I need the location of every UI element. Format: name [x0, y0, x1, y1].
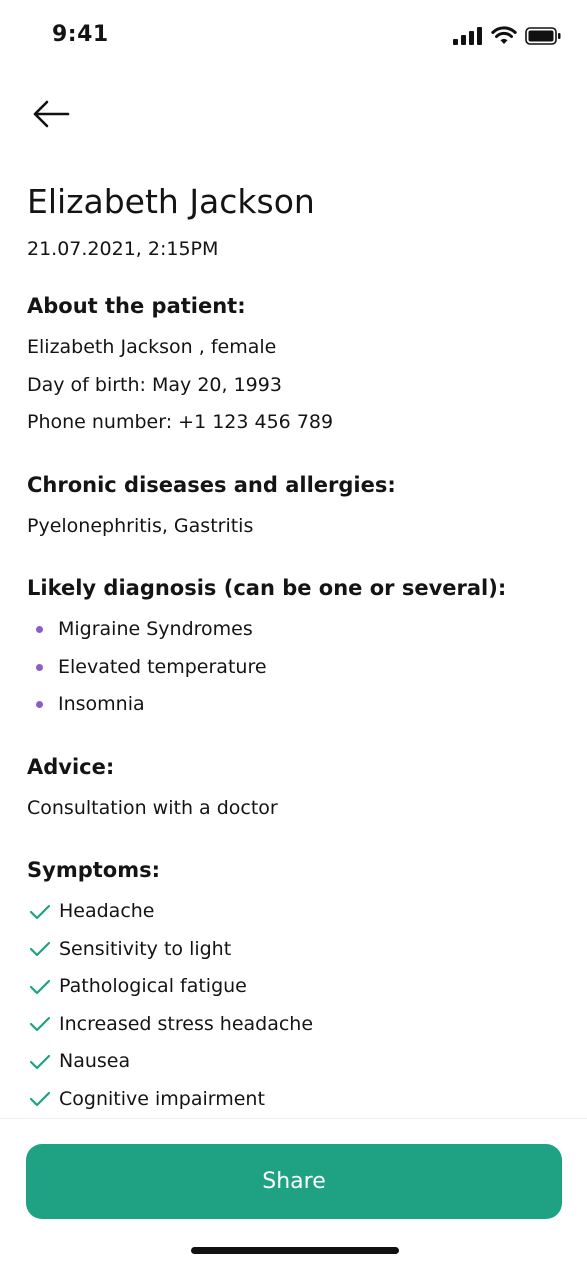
back-button[interactable]	[28, 94, 74, 134]
symptom-item	[27, 1006, 567, 1044]
symptom-label: Cognitive impairment	[59, 1087, 265, 1110]
symptom-label: Headache	[59, 900, 155, 922]
advice-title: Advice:	[27, 754, 115, 779]
patient-name: Elizabeth Jackson	[27, 182, 315, 221]
status-time: 9:41	[52, 22, 109, 47]
bullet-icon	[36, 701, 43, 708]
symptom-item	[27, 931, 567, 969]
status-icons	[453, 26, 561, 45]
diagnosis-item	[27, 611, 567, 649]
symptoms-title: Symptoms:	[27, 858, 160, 882]
check-icon	[29, 1016, 51, 1032]
status-bar	[0, 0, 587, 72]
about-line: Phone number: +1 123 456 789	[27, 411, 334, 433]
symptoms-section	[27, 855, 567, 1118]
diagnosis-title: Likely diagnosis (can be one or several):	[27, 576, 507, 600]
chronic-section	[27, 470, 567, 546]
bottom-panel	[0, 1118, 587, 1269]
chronic-text: Pyelonephritis, Gastritis	[27, 514, 254, 537]
bullet-icon	[36, 626, 43, 633]
wifi-icon	[491, 26, 517, 45]
home-indicator	[191, 1247, 399, 1254]
bullet-icon	[36, 664, 43, 671]
symptom-item	[27, 893, 567, 931]
symptom-label: Pathological fatigue	[59, 975, 247, 997]
visit-date: 21.07.2021, 2:15PM	[27, 238, 219, 260]
diagnosis-section	[27, 573, 567, 724]
arrow-left-icon	[31, 99, 71, 129]
symptom-label: Increased stress headache	[59, 1012, 314, 1035]
check-icon	[29, 1091, 51, 1107]
symptom-item	[27, 1043, 567, 1081]
symptom-item	[27, 1081, 567, 1119]
check-icon	[29, 904, 51, 920]
advice-section	[27, 752, 567, 828]
battery-icon	[525, 27, 561, 45]
check-icon	[29, 941, 51, 957]
about-section	[27, 291, 567, 442]
diagnosis-item	[27, 686, 567, 724]
diagnosis-label: Elevated temperature	[58, 655, 267, 678]
share-button[interactable]: Share	[26, 1144, 562, 1219]
symptom-item	[27, 968, 567, 1006]
signal-icon	[453, 27, 483, 45]
symptom-label: Sensitivity to light	[59, 937, 232, 960]
symptom-label: Nausea	[59, 1050, 131, 1072]
diagnosis-label: Migraine Syndromes	[58, 618, 253, 640]
about-title: About the patient:	[27, 294, 246, 318]
diagnosis-label: Insomnia	[58, 693, 145, 715]
check-icon	[29, 979, 51, 995]
chronic-title: Chronic diseases and allergies:	[27, 472, 396, 497]
report-content	[27, 178, 567, 1118]
advice-text: Consultation with a doctor	[27, 796, 278, 819]
about-line: Elizabeth Jackson , female	[27, 336, 277, 358]
about-line: Day of birth: May 20, 1993	[27, 373, 282, 396]
diagnosis-item	[27, 649, 567, 687]
check-icon	[29, 1054, 51, 1070]
